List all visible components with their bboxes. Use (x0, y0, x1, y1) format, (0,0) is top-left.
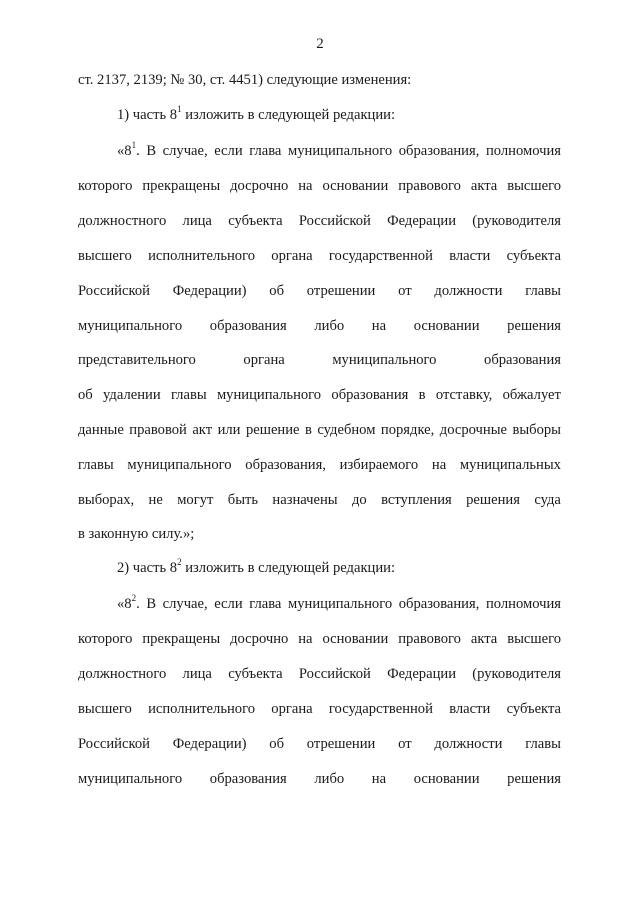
list-item-2: 2) часть $8^2$ изложить в следующей редакции: (117, 557, 396, 576)
body-line: в законную силу.»; (78, 526, 195, 542)
body-line: высшего исполнительного органа государственной власти субъекта (78, 701, 561, 717)
body-line: высшего исполнительного органа государственной власти субъекта (78, 248, 561, 264)
body-line: представительного органа муниципального образования (78, 352, 561, 368)
body-line: муниципального образования либо на основании решения (78, 771, 561, 787)
body-line: главы муниципального образования, избираемого на муниципальных (78, 457, 561, 473)
body-line: которого прекращены досрочно на основании правового акта высшего (78, 178, 561, 194)
body-line: должностного лица субъекта Российской Федерации (руководителя (78, 666, 561, 682)
body-line: которого прекращены досрочно на основании правового акта высшего (78, 631, 561, 647)
body-line: Российской Федерации) об отрешении от должности главы (78, 736, 561, 752)
quote-8-1-first-line: «$8^1$. В случае, если глава муниципального образования, полномочия (117, 140, 561, 159)
body-line: ст. 2137, 2139; № 30, ст. 4451) следующие изменения: (78, 72, 412, 88)
body-line: муниципального образования либо на основании решения (78, 318, 561, 334)
body-line: об удалении главы муниципального образования в отставку, обжалует (78, 387, 561, 403)
quote-8-2-first-line: «$8^2$. В случае, если глава муниципального образования, полномочия (117, 593, 561, 612)
body-line: выборах, не могут быть назначены до вступления решения суда (78, 492, 561, 508)
body-line: данные правовой акт или решение в судебном порядке, досрочные выборы (78, 422, 561, 438)
body-line: Российской Федерации) об отрешении от должности главы (78, 283, 561, 299)
body-line: должностного лица субъекта Российской Федерации (руководителя (78, 213, 561, 229)
list-item-1: 1) часть $8^1$ изложить в следующей редакции: (117, 104, 396, 123)
page-number: 2 (316, 36, 324, 52)
